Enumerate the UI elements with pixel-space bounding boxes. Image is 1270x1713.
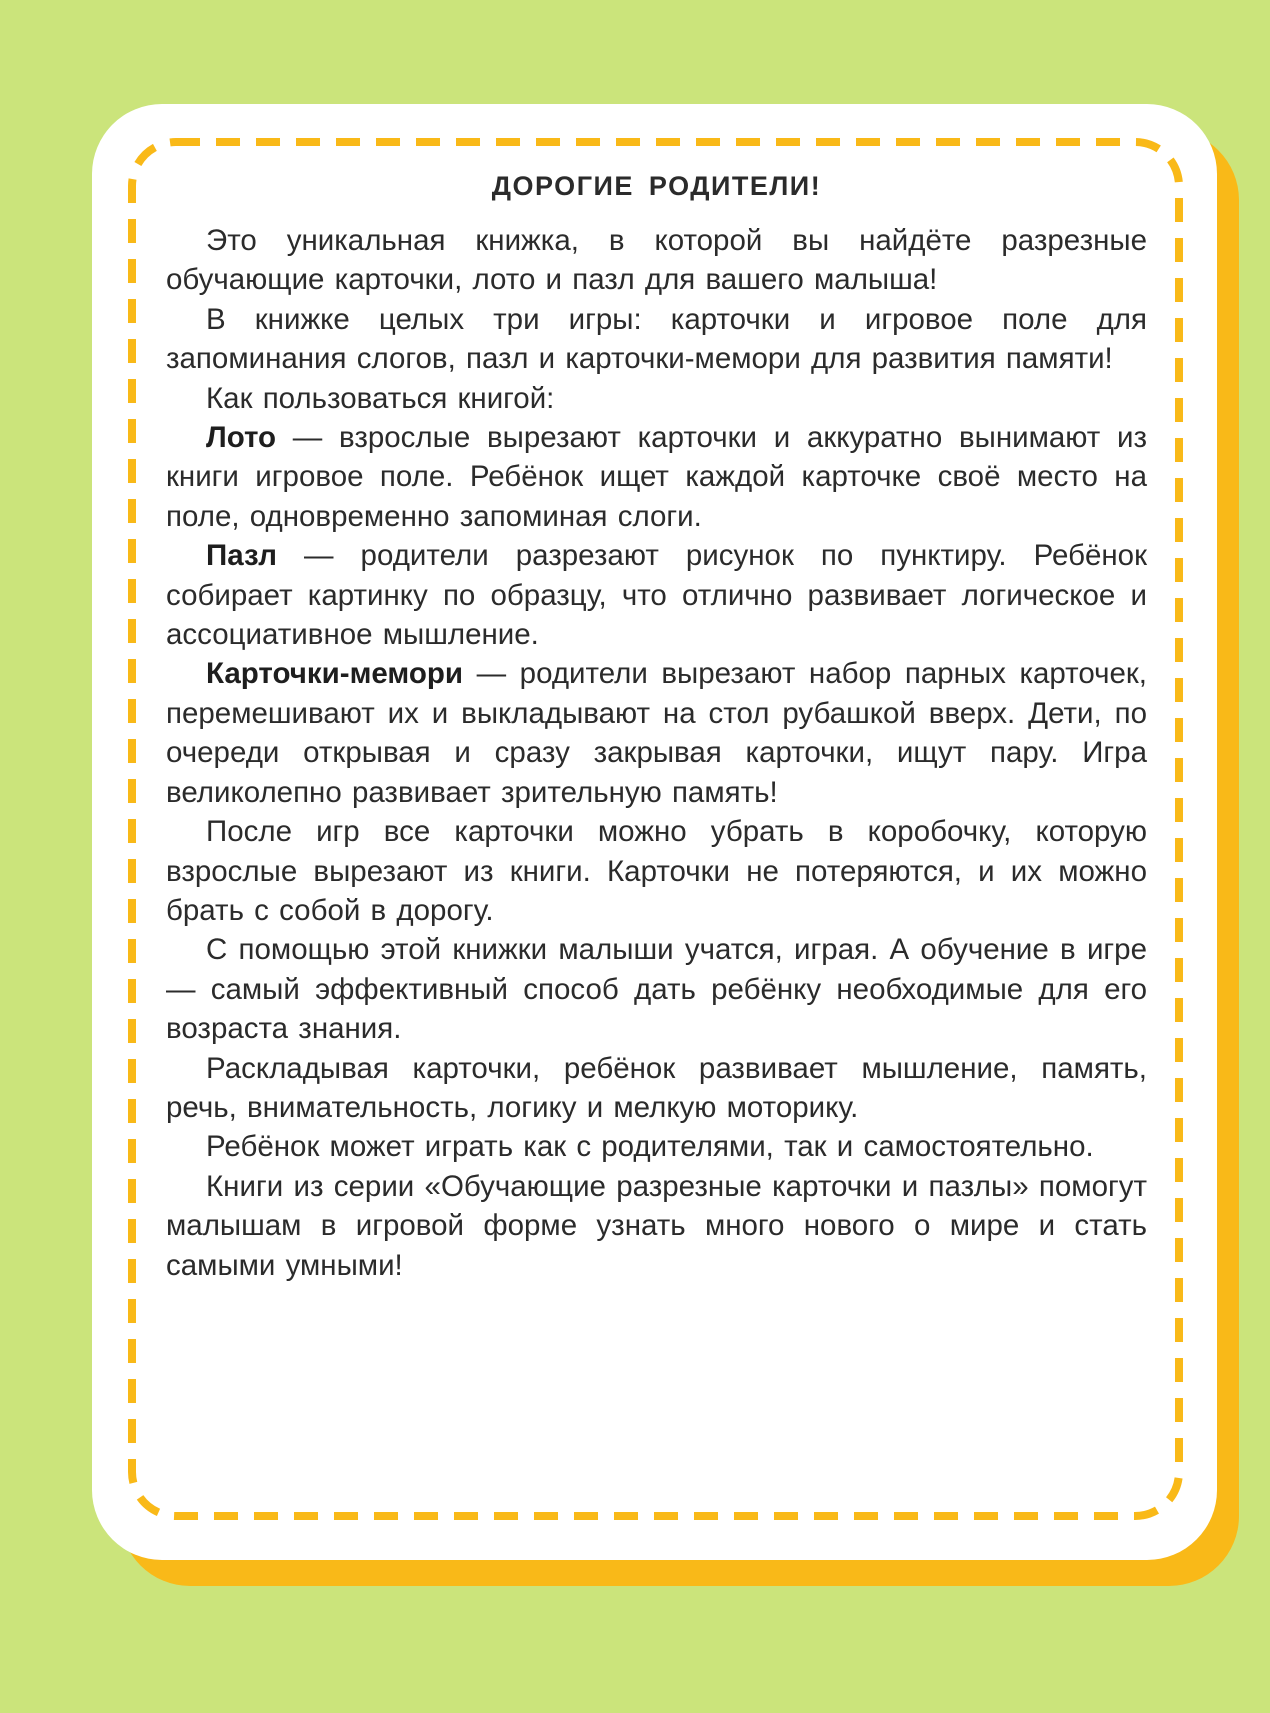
paragraph-howto: Как пользоваться книгой:	[206, 381, 555, 415]
paragraph-memory: Карточки-мемори — родители вырезают набор парных карточек, перемешивают их и выкладывают на стол рубашкой вверх. Дети, по очереди открывая и сразу закрывая карточки, ищут пару. Игра великолепно развивает зрительную память!	[166, 657, 1147, 809]
paragraph-intro: Это уникальная книжка, в которой вы найдёте разрезные обучающие карточки, лото и пазл для вашего малыша!	[166, 224, 1147, 297]
term-loto: Лото	[206, 421, 277, 455]
letter-content	[166, 168, 1147, 1285]
paragraph-box: После игр все карточки можно убрать в коробочку, которую взрослые вырезают из книги. Карточки не потеряются, и их можно брать с собой в дорогу.	[166, 815, 1147, 927]
paragraph-skills: Раскладывая карточки, ребёнок развивает мышление, память, речь, внимательность, логику и мелкую моторику.	[166, 1051, 1147, 1124]
paragraph-play: Ребёнок может играть как с родителями, так и самостоятельно.	[206, 1130, 1094, 1164]
page-title: ДОРОГИЕ РОДИТЕЛИ!	[491, 171, 822, 201]
term-memory: Карточки-мемори	[206, 657, 464, 691]
paragraph-puzzle: Пазл — родители разрезают рисунок по пунктиру. Ребёнок собирает картинку по образцу, что отлично развивает логическое и ассоциативное мышление.	[166, 539, 1147, 652]
paragraph-games: В книжке целых три игры: карточки и игровое поле для запоминания слогов, пазл и карточки-мемори для развития памяти!	[166, 302, 1147, 376]
paragraph-learning: С помощью этой книжки малыши учатся, играя. А обучение в игре — самый эффективный способ дать ребёнку необходимые для его возраста знания.	[166, 933, 1147, 1046]
paragraph-series: Книги из серии «Обучающие разрезные карточки и пазлы» помогут малышам в игровой форме узнать много нового о мире и стать самыми умными!	[166, 1169, 1147, 1282]
term-puzzle: Пазл	[206, 539, 277, 573]
paragraph-loto: Лото — взрослые вырезают карточки и аккуратно вынимают из книги игровое поле. Ребёнок ищет каждой карточке своё место на поле, одновременно запоминая слоги.	[166, 421, 1147, 533]
